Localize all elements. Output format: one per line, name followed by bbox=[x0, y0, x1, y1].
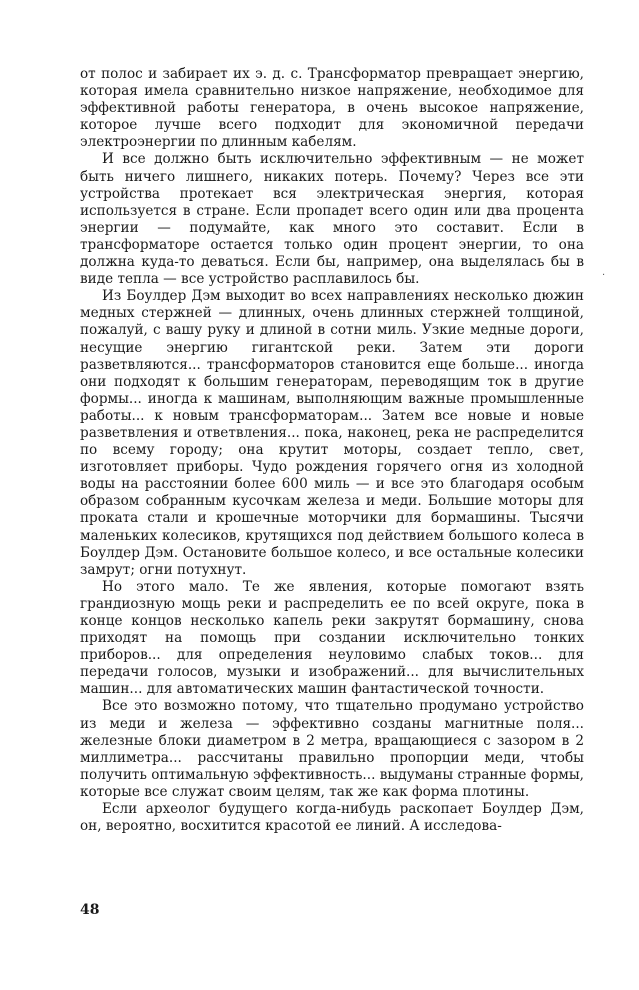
paragraph-5: Все это возможно потому, что тщательно продумано устройство из меди и железа — эффективно созданы магнитные поля... железные блоки диаметром в 2 метра, вращающиеся с зазором в 2 миллиметра... рассчитаны правильно пропорции меди, чтобы получить оптимальную эффективность... выдуманы странные формы, которые все служат своим целям, так же как форма плотины. bbox=[80, 698, 584, 800]
paragraph-3: Из Боулдер Дэм выходит во всех направлениях несколько дюжин медных стержней — длинных, очень длинных стержней толщиной, пожалуй, с вашу руку и длиной в сотни миль. Узкие медные дороги, несущие энергию гигантской реки. Затем эти дороги разветвляются... трансформаторов становится еще больше... иногда они подходят к большим генераторам, переводящим ток в другие формы... иногда к машинам, выполняющим важные промышленные работы... к новым трансформаторам... Затем все новые и новые разветвления и ответвления... пока, наконец, река не распределится по всему городу; она крутит моторы, создает тепло, свет, изготовляет приборы. Чудо рождения горячего огня из холодной воды на расстоянии более 600 миль — и все это благодаря особым образом собранным кусочкам железа и меди. Большие моторы для проката стали и крошечные моторчики для бормашины. Тысячи маленьких колесиков, крутящихся под действием большого колеса в Боулдер Дэм. Остановите большое колесо, и все остальные колесики замрут; огни потухнут. bbox=[80, 288, 584, 578]
page-number: 48 bbox=[80, 902, 100, 918]
paragraph-1: от полос и забирает их э. д. с. Трансформатор превращает энергию, которая имела сравнительно низкое напряжение, необходимое для эффективной работы генератора, в очень высокое напряжение, которое лучше всего подходит для экономичной передачи электроэнергии по длинным кабелям. bbox=[80, 66, 584, 151]
margin-mark: · bbox=[602, 270, 606, 281]
paragraph-4: Но этого мало. Те же явления, которые помогают взять грандиозную мощь реки и распределить ее по всей округе, пока в конце концов несколько капель реки закрутят бормашину, снова приходят на помощь при создании исключительно тонких приборов... для определения неуловимо слабых токов... для передачи голосов, музыки и изображений... для вычислительных машин... для автоматических машин фантастической точности. bbox=[80, 578, 584, 698]
paragraph-2: И все должно быть исключительно эффективным — не может быть ничего лишнего, никаких потерь. Почему? Через все эти устройства протекает вся электрическая энергия, которая используется в стране. Если пропадет всего один или два процента энергии — подумайте, как много это составит. Если в трансформаторе остается только один процент энергии, то она должна куда-то деваться. Если бы, например, она выделялась бы в виде тепла — все устройство расплавилось бы. bbox=[80, 151, 584, 288]
page-body bbox=[80, 66, 584, 835]
paragraph-6: Если археолог будущего когда-нибудь раскопает Боулдер Дэм, он, вероятно, восхитится красотой ее линий. А исследова- bbox=[80, 801, 584, 835]
